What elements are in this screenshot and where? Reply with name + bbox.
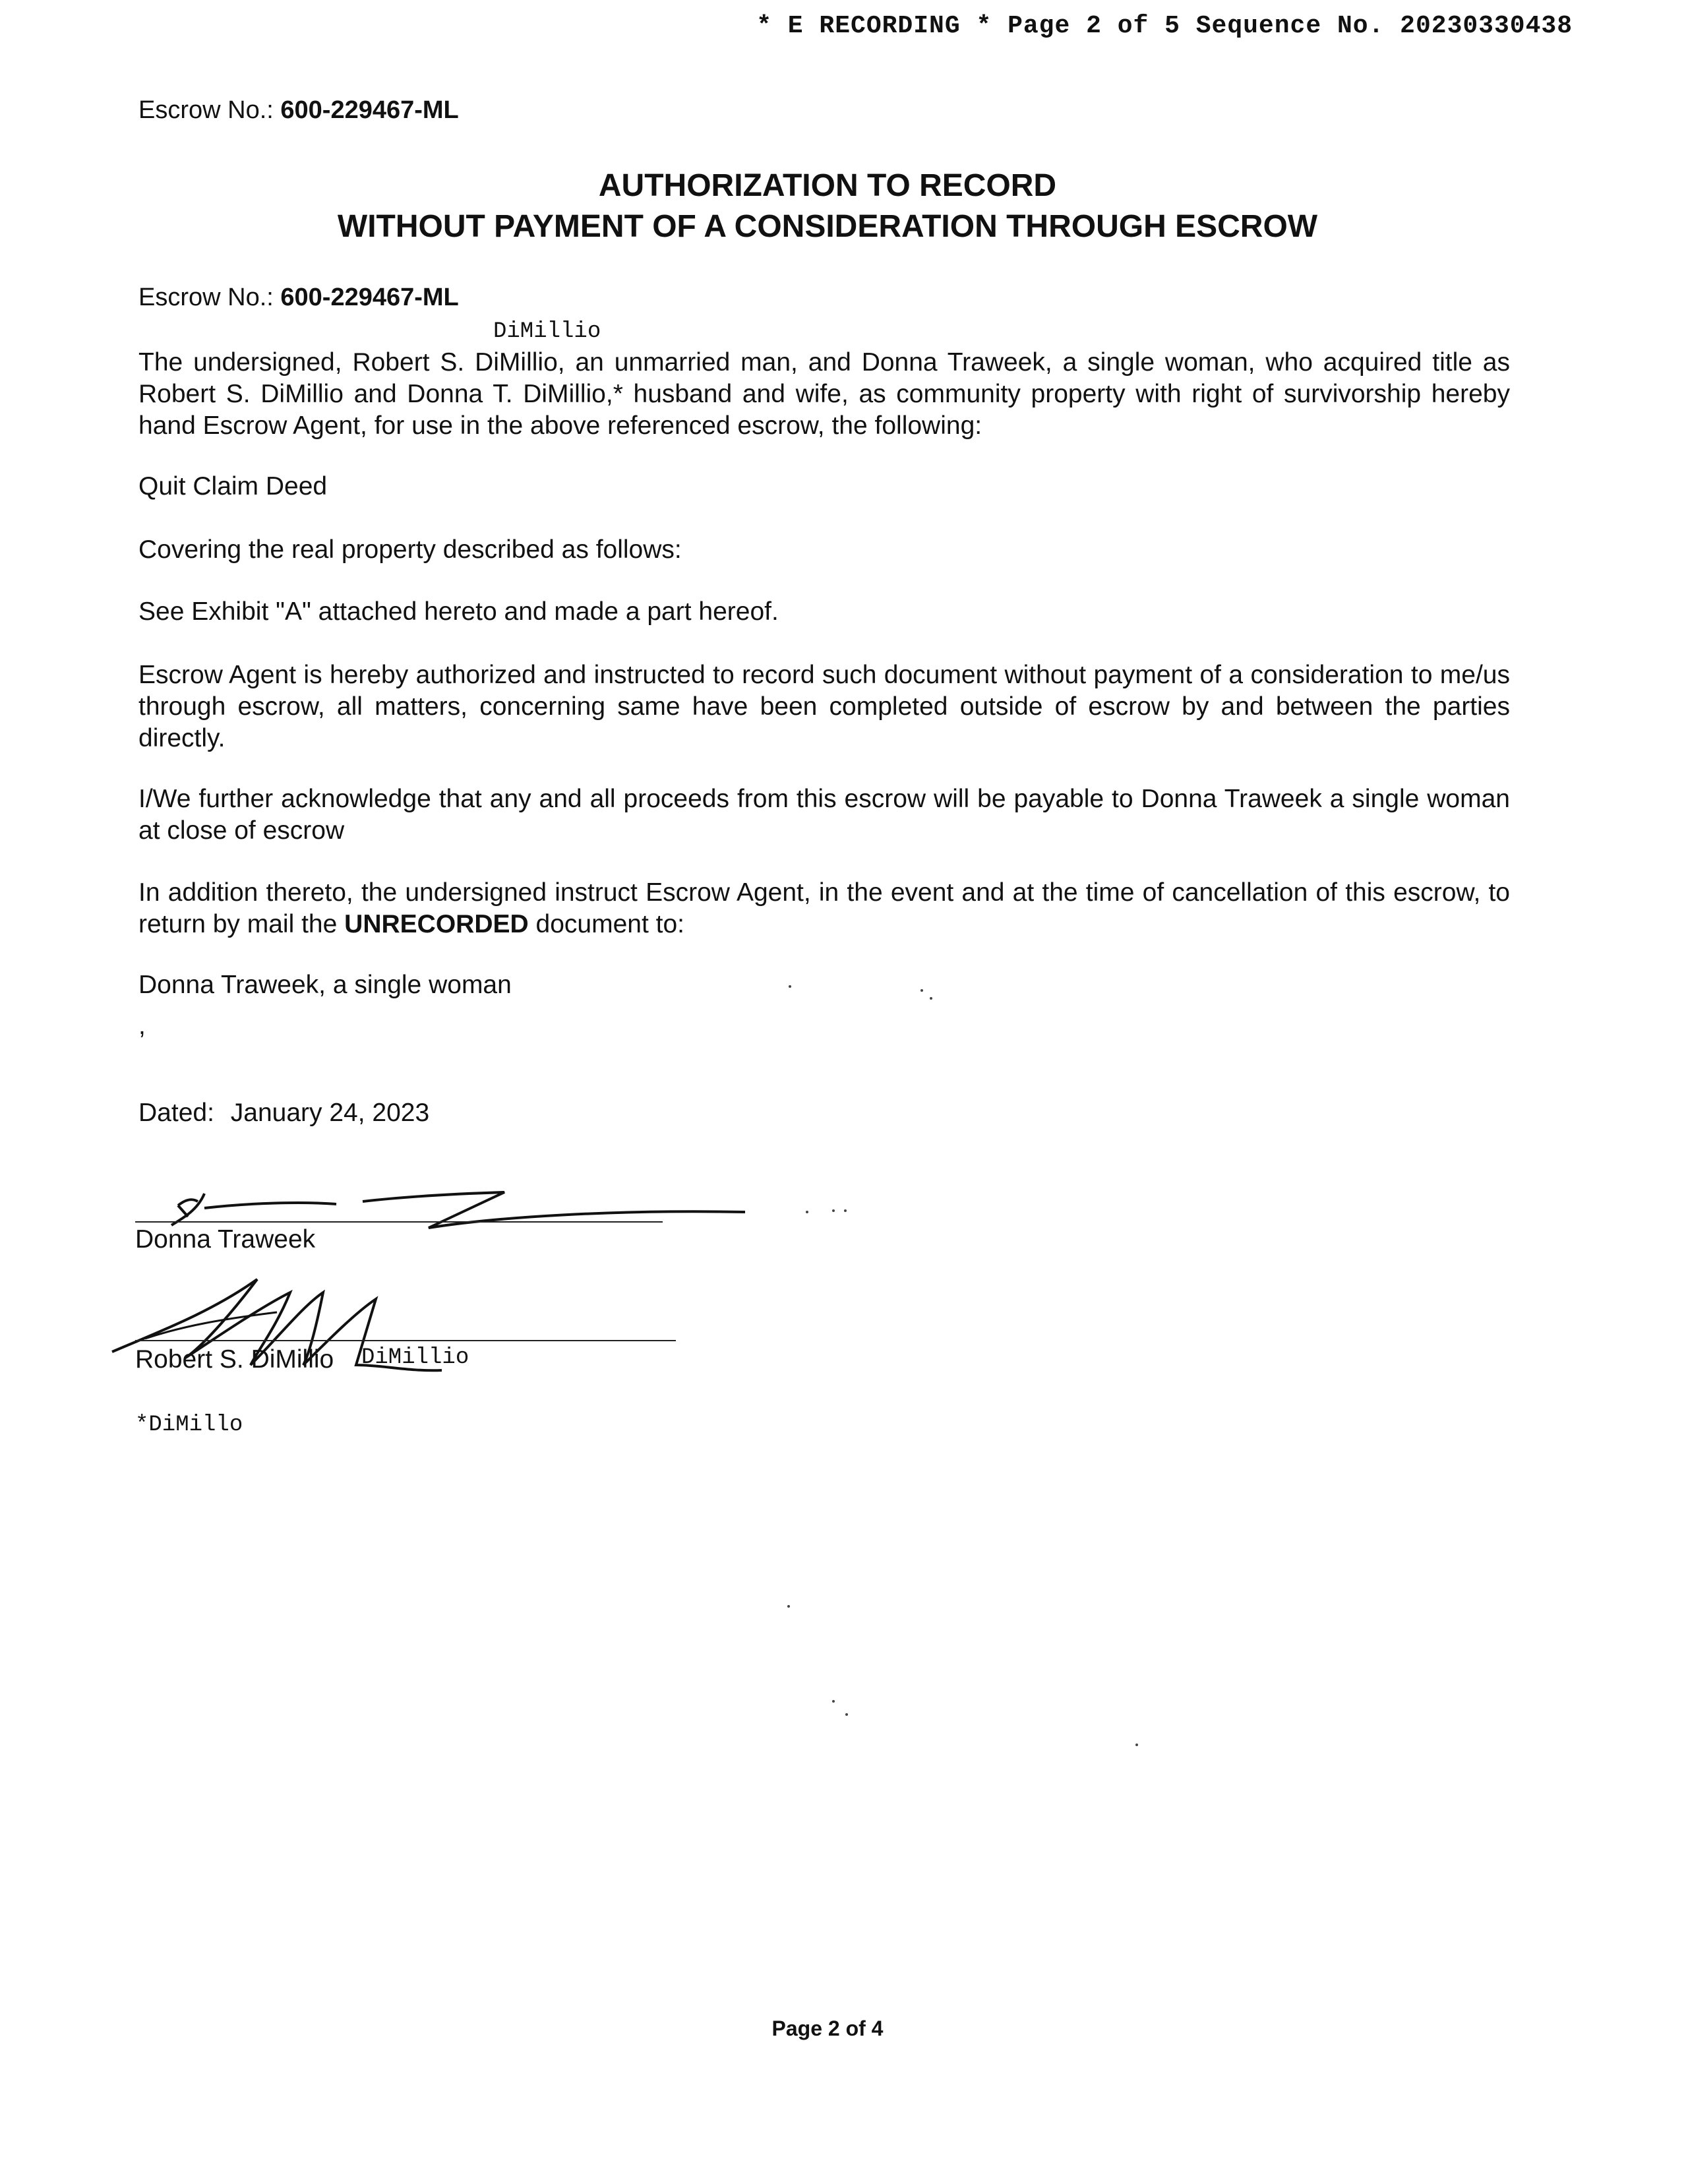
escrow-number: 600-229467-ML <box>280 284 459 311</box>
document-type: Quit Claim Deed <box>138 472 328 501</box>
signer-robert-dimillio: Robert S. DiMillio <box>135 1345 334 1374</box>
covering-statement: Covering the real property described as follows: <box>138 535 682 564</box>
cancellation-paragraph <box>138 877 1510 940</box>
undersigned-paragraph: The undersigned, Robert S. DiMillio, an unmarried man, and Donna Traweek, a single woman, who acquired title as Robert S. DiMillio and Donna T. DiMillio,* husband and wife, as community property with right of survivorship hereby hand Escrow Agent, for use in the above referenced escrow, the following: <box>138 348 1510 440</box>
scan-speck <box>832 1209 835 1212</box>
scan-speck <box>845 1713 848 1716</box>
dated-line <box>138 1099 429 1128</box>
scan-speck <box>1135 1744 1138 1746</box>
escrow-number-top <box>138 96 459 125</box>
scan-speck <box>789 985 791 988</box>
cancellation-text-end: document to: <box>535 910 684 938</box>
document-title-line2: WITHOUT PAYMENT OF A CONSIDERATION THROUGH ESCROW <box>337 209 1318 244</box>
escrow-label: Escrow No.: <box>138 284 274 311</box>
cancellation-text: In addition thereto, the undersigned instruct Escrow Agent, in the event and at the time of cancellation of this escrow, to return by mail the <box>138 878 1510 938</box>
escrow-label: Escrow No.: <box>138 96 274 124</box>
scan-speck <box>832 1700 835 1703</box>
scan-speck <box>920 989 923 992</box>
proceeds-paragraph: I/We further acknowledge that any and all proceeds from this escrow will be payable to Donna Traweek a single woman at close of escrow <box>138 785 1510 845</box>
escrow-number-body <box>138 284 459 312</box>
signature-line-1 <box>135 1221 663 1223</box>
signer-name-correction: DiMillio <box>361 1345 469 1370</box>
exhibit-reference: See Exhibit "A" attached hereto and made a part hereof. <box>138 597 779 626</box>
authorization-paragraph: Escrow Agent is hereby authorized and instructed to record such document without payment of a consideration to me/us through escrow, all matters, concerning same have been completed outside of escrow by and between the parties directly. <box>138 661 1510 752</box>
signature-line-2 <box>135 1340 676 1341</box>
name-correction-insert: DiMillio <box>493 319 601 344</box>
page-footer: Page 2 of 4 <box>771 2017 884 2040</box>
recording-header: * E RECORDING * Page 2 of 5 Sequence No. 20230330438 <box>756 12 1573 40</box>
scan-speck <box>806 1211 808 1213</box>
footnote-correction: *DiMillo <box>135 1412 243 1438</box>
scan-speck <box>930 997 932 1000</box>
signer-donna-traweek: Donna Traweek <box>135 1225 316 1254</box>
unrecorded-emphasis: UNRECORDED <box>344 910 529 938</box>
document-title-line1: AUTHORIZATION TO RECORD <box>598 168 1057 203</box>
scan-speck <box>844 1209 847 1212</box>
dated-label: Dated: <box>138 1099 214 1127</box>
return-to-party: Donna Traweek, a single woman <box>138 971 512 999</box>
stray-mark: , <box>138 1012 146 1040</box>
scan-speck <box>787 1605 790 1608</box>
dated-value: January 24, 2023 <box>230 1099 430 1127</box>
escrow-number: 600-229467-ML <box>280 96 459 124</box>
